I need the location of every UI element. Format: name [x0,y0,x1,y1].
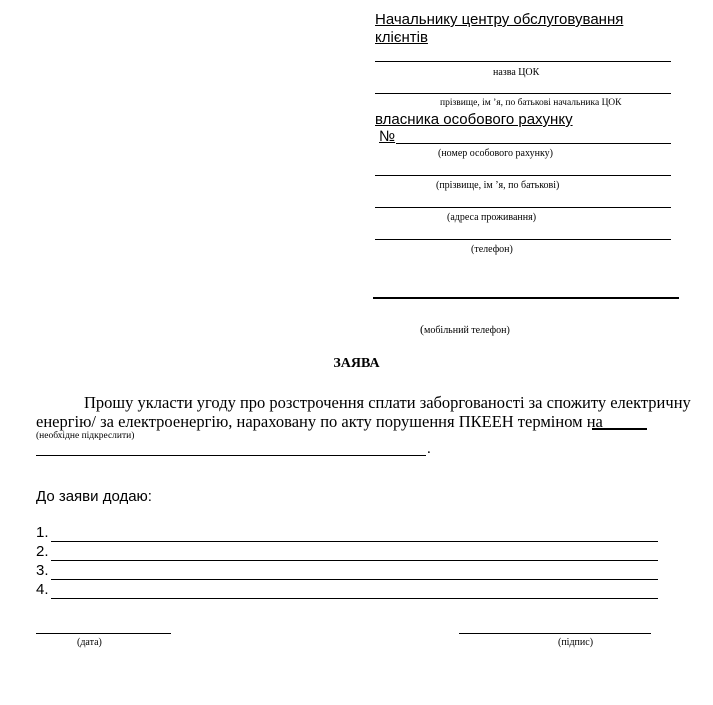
signature-field[interactable] [459,633,651,634]
mobile-phone-field[interactable] [373,297,679,299]
head-name-caption: прізвище, ім ’я, по батькові начальника ЦОК [440,98,622,108]
mobile-caption-paren: ( [420,322,424,336]
addressee-line-1: Начальнику центру обслуговування [375,11,624,28]
cok-name-field[interactable] [375,61,671,62]
mobile-phone-caption [420,320,510,338]
underline-note: (необхідне підкреслити) [36,431,135,441]
sender-title: власника особового рахунку [375,111,573,128]
head-name-field[interactable] [375,93,671,94]
attachment-field-3[interactable] [51,579,658,580]
addressee-line-2: клієнтів [375,29,428,46]
address-field[interactable] [375,207,671,208]
phone-field[interactable] [375,239,671,240]
cok-name-caption: назва ЦОК [493,67,540,78]
signature-caption: (підпис) [558,637,594,648]
phone-caption: (телефон) [471,244,513,255]
body-line-2: енергію/ за електроенергію, нараховану по акту порушення ПКЕЕН терміном на [36,412,603,431]
attachment-number-2: 2. [36,543,49,560]
sender-name-caption: (прізвище, ім ’я, по батькові) [436,180,560,191]
attachment-number-1: 1. [36,524,49,541]
document-heading: ЗАЯВА [333,356,380,371]
attachment-number-4: 4. [36,581,49,598]
body-line-1: Прошу укласти угоду про розстрочення сплати заборгованості за спожиту електричну [84,393,691,412]
term-continuation-field[interactable] [36,455,426,456]
attachment-field-2[interactable] [51,560,658,561]
sender-name-field[interactable] [375,175,671,176]
number-sign: № [379,128,396,145]
mobile-caption-text: мобільний телефон) [424,325,510,336]
attachment-field-1[interactable] [51,541,658,542]
attachments-label: До заяви додаю: [36,488,152,505]
term-field[interactable] [592,428,647,430]
address-caption: (адреса проживання) [447,212,537,223]
date-field[interactable] [36,633,171,634]
date-caption: (дата) [77,637,102,648]
account-number-field[interactable] [396,143,671,144]
account-number-caption: (номер особового рахунку) [438,148,553,159]
attachment-field-4[interactable] [51,598,658,599]
attachment-number-3: 3. [36,562,49,579]
body-period: . [427,441,431,457]
